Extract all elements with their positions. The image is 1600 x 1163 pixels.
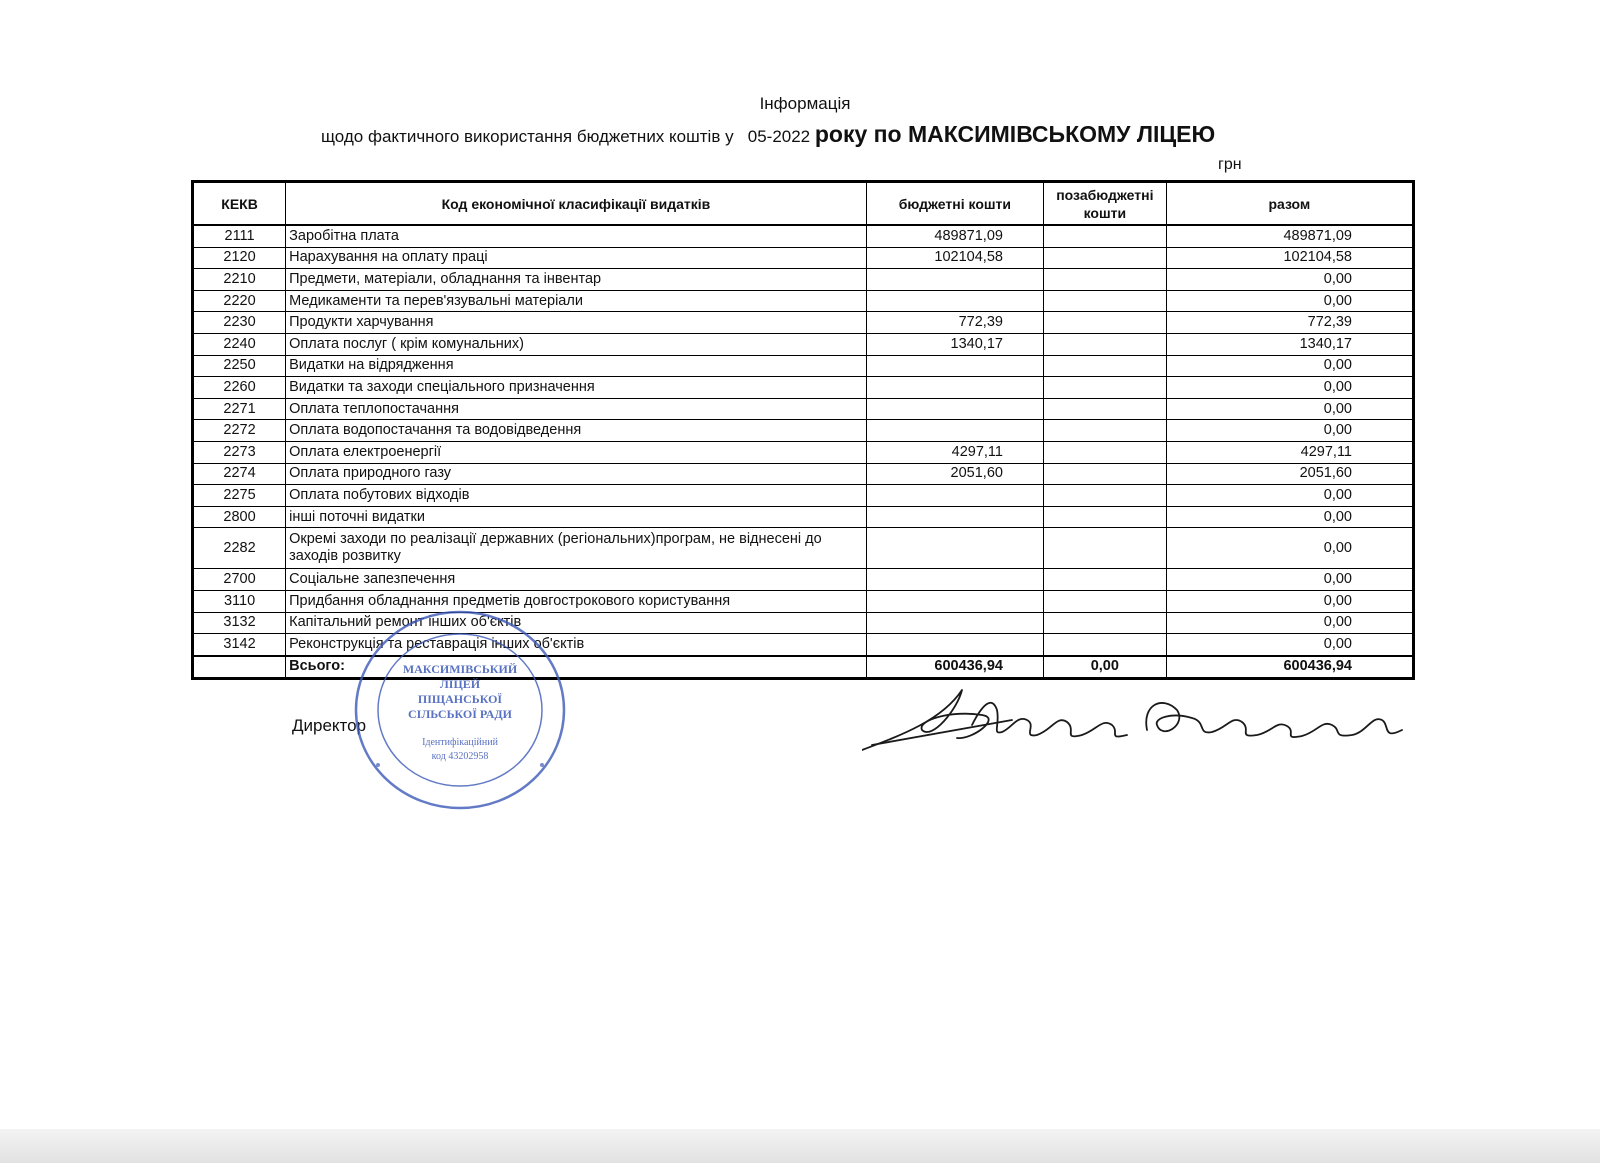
row-budget-value: 772,39 — [866, 312, 1043, 334]
row-total-value: 4297,11 — [1166, 441, 1413, 463]
row-total-value: 0,00 — [1166, 290, 1413, 312]
row-expense-name: Оплата теплопостачання — [286, 398, 867, 420]
row-total-value: 0,00 — [1166, 634, 1413, 656]
row-extra-value — [1043, 612, 1166, 634]
row-budget-value — [866, 485, 1043, 507]
table-row — [193, 333, 1414, 355]
row-expense-name: інші поточні видатки — [286, 506, 867, 528]
header-kekv: КЕКВ — [193, 182, 286, 226]
row-total-value: 772,39 — [1166, 312, 1413, 334]
total-row-label: Всього: — [286, 656, 867, 679]
table-row — [193, 225, 1414, 247]
row-extra-value — [1043, 590, 1166, 612]
row-extra-value — [1043, 569, 1166, 591]
row-extra-value — [1043, 441, 1166, 463]
row-extra-value — [1043, 463, 1166, 485]
table-row — [193, 506, 1414, 528]
row-budget-value: 1340,17 — [866, 333, 1043, 355]
director-label: Директор — [292, 716, 367, 735]
stamp-line-1: МАКСИМІВСЬКИЙ — [402, 662, 518, 676]
row-expense-name: Предмети, матеріали, обладнання та інвентар — [286, 269, 867, 291]
table-row — [193, 355, 1414, 377]
row-extra-value — [1043, 485, 1166, 507]
row-kekv-code: 2260 — [193, 377, 286, 399]
row-kekv-code: 2210 — [193, 269, 286, 291]
row-kekv-code: 2274 — [193, 463, 286, 485]
stamp-line-6: код 43202958 — [431, 751, 489, 762]
row-extra-value — [1043, 420, 1166, 442]
row-expense-name: Окремі заходи по реалізації державних (регіональних)програм, не віднесені до заходів розвитку — [286, 528, 867, 569]
subtitle-institution: року по МАКСИМІВСЬКОМУ ЛІЦЕЮ — [814, 121, 1216, 147]
row-budget-value — [866, 377, 1043, 399]
total-budget-value: 600436,94 — [866, 656, 1043, 679]
subtitle-prefix: щодо фактичного використання бюджетних коштів у — [321, 127, 734, 146]
header-total: разом — [1166, 182, 1413, 226]
row-budget-value — [866, 290, 1043, 312]
table-row — [193, 377, 1414, 399]
row-expense-name: Придбання обладнання предметів довгострокового користування — [286, 590, 867, 612]
row-total-value: 0,00 — [1166, 355, 1413, 377]
row-total-value: 0,00 — [1166, 377, 1413, 399]
row-expense-name: Оплата електроенергії — [286, 441, 867, 463]
table-row — [193, 290, 1414, 312]
institution-stamp — [350, 605, 570, 815]
row-expense-name: Соціальне запезпечення — [286, 569, 867, 591]
stamp-line-5: Ідентифікаційний — [422, 737, 498, 748]
row-kekv-code: 2800 — [193, 506, 286, 528]
row-extra-value — [1043, 247, 1166, 269]
table-row — [193, 485, 1414, 507]
table-row — [193, 420, 1414, 442]
row-budget-value — [866, 269, 1043, 291]
row-budget-value: 102104,58 — [866, 247, 1043, 269]
header-budget-funds: бюджетні кошти — [866, 182, 1043, 226]
row-expense-name: Медикаменти та перев'язувальні матеріали — [286, 290, 867, 312]
row-total-value: 0,00 — [1166, 569, 1413, 591]
table-header-row — [193, 182, 1414, 226]
row-kekv-code: 2111 — [193, 225, 286, 247]
stamp-line-2: ЛІЦЕЙ — [439, 677, 481, 691]
row-extra-value — [1043, 290, 1166, 312]
row-total-value: 0,00 — [1166, 528, 1413, 569]
row-total-value: 1340,17 — [1166, 333, 1413, 355]
row-budget-value — [866, 612, 1043, 634]
row-expense-name: Нарахування на оплату праці — [286, 247, 867, 269]
director-signature — [862, 680, 1432, 780]
table-row — [193, 247, 1414, 269]
row-extra-value — [1043, 355, 1166, 377]
stamp-line-3: ПІЩАНСЬКОЇ — [417, 692, 503, 706]
row-kekv-code: 2273 — [193, 441, 286, 463]
stamp-line-4: СІЛЬСЬКОЇ РАДИ — [408, 707, 512, 721]
row-total-value: 0,00 — [1166, 506, 1413, 528]
row-expense-name: Заробітна плата — [286, 225, 867, 247]
row-extra-value — [1043, 528, 1166, 569]
row-total-value: 102104,58 — [1166, 247, 1413, 269]
document-title: Інформація — [759, 94, 851, 113]
row-budget-value: 489871,09 — [866, 225, 1043, 247]
row-kekv-code: 3142 — [193, 634, 286, 656]
row-extra-value — [1043, 269, 1166, 291]
row-kekv-code: 2271 — [193, 398, 286, 420]
row-extra-value — [1043, 634, 1166, 656]
row-budget-value — [866, 398, 1043, 420]
row-expense-name: Оплата побутових відходів — [286, 485, 867, 507]
row-kekv-code: 2240 — [193, 333, 286, 355]
row-kekv-code: 2275 — [193, 485, 286, 507]
row-kekv-code: 3110 — [193, 590, 286, 612]
row-total-value: 0,00 — [1166, 590, 1413, 612]
row-kekv-code: 2230 — [193, 312, 286, 334]
row-expense-name: Капітальний ремонт інших об'єктів — [286, 612, 867, 634]
table-row — [193, 398, 1414, 420]
document-subtitle — [321, 121, 1215, 148]
row-expense-name: Реконструкція та реставрація інших об'єктів — [286, 634, 867, 656]
row-extra-value — [1043, 312, 1166, 334]
row-total-value: 0,00 — [1166, 612, 1413, 634]
table-row — [193, 312, 1414, 334]
row-expense-name: Видатки та заходи спеціального призначення — [286, 377, 867, 399]
row-kekv-code: 2700 — [193, 569, 286, 591]
table-row — [193, 463, 1414, 485]
row-budget-value — [866, 634, 1043, 656]
table-row — [193, 269, 1414, 291]
row-total-value: 0,00 — [1166, 485, 1413, 507]
table-row — [193, 569, 1414, 591]
row-budget-value: 2051,60 — [866, 463, 1043, 485]
row-extra-value — [1043, 398, 1166, 420]
row-expense-name: Продукти харчування — [286, 312, 867, 334]
row-total-value: 0,00 — [1166, 398, 1413, 420]
row-budget-value — [866, 569, 1043, 591]
table-row — [193, 528, 1414, 569]
row-kekv-code: 2220 — [193, 290, 286, 312]
currency-unit: грн — [1218, 156, 1242, 173]
row-expense-name: Оплата послуг ( крім комунальних) — [286, 333, 867, 355]
row-total-value: 2051,60 — [1166, 463, 1413, 485]
row-budget-value — [866, 506, 1043, 528]
row-kekv-code: 2120 — [193, 247, 286, 269]
row-budget-value — [866, 528, 1043, 569]
row-extra-value — [1043, 506, 1166, 528]
row-expense-name: Видатки на відрядження — [286, 355, 867, 377]
row-extra-value — [1043, 225, 1166, 247]
table-row — [193, 441, 1414, 463]
report-period: 05-2022 — [747, 127, 811, 146]
row-total-value: 0,00 — [1166, 420, 1413, 442]
row-expense-name: Оплата природного газу — [286, 463, 867, 485]
row-kekv-code: 3132 — [193, 612, 286, 634]
header-classification: Код економічної класифікації видатків — [286, 182, 867, 226]
row-kekv-code: 2272 — [193, 420, 286, 442]
row-budget-value — [866, 590, 1043, 612]
row-kekv-code: 2282 — [193, 528, 286, 569]
row-extra-value — [1043, 377, 1166, 399]
total-extra-value: 0,00 — [1043, 656, 1166, 679]
page-bottom-shadow — [0, 1129, 1600, 1163]
row-budget-value: 4297,11 — [866, 441, 1043, 463]
row-expense-name: Оплата водопостачання та водовідведення — [286, 420, 867, 442]
row-kekv-code: 2250 — [193, 355, 286, 377]
header-extra-budget-funds: позабюджетні кошти — [1043, 182, 1166, 226]
total-overall-value: 600436,94 — [1166, 656, 1413, 679]
row-budget-value — [866, 355, 1043, 377]
total-row-kekv-cell — [193, 656, 286, 679]
row-extra-value — [1043, 333, 1166, 355]
row-budget-value — [866, 420, 1043, 442]
row-total-value: 0,00 — [1166, 269, 1413, 291]
row-total-value: 489871,09 — [1166, 225, 1413, 247]
